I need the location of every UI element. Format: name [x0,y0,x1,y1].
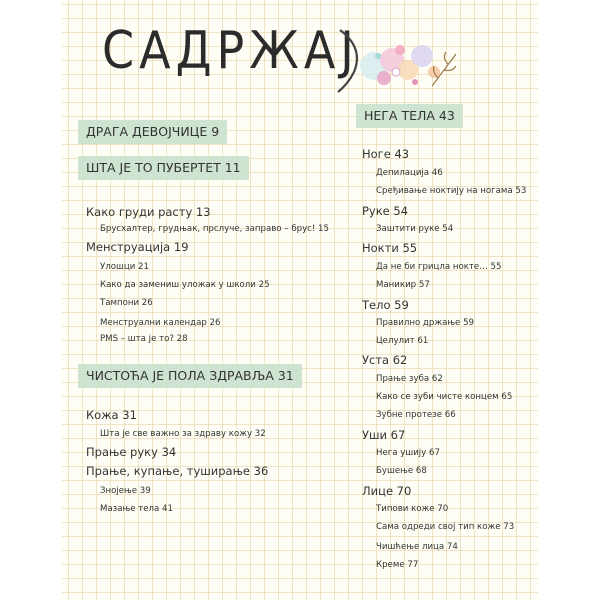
toc-subentry[interactable]: Креме 77 [376,560,419,570]
toc-subentry[interactable]: Типови коже 70 [376,504,449,514]
toc-entry[interactable]: Тело 59 [362,298,409,312]
toc-subentry[interactable]: Целулит 61 [376,336,429,346]
toc-entry[interactable]: Уста 62 [362,353,408,367]
toc-entry[interactable]: Нокти 55 [362,241,418,255]
section-banner-dear-girl[interactable]: ДРАГА ДЕВОЈЧИЦЕ 9 [78,120,227,144]
toc-subentry[interactable]: Сређивање ноктију на ногама 53 [376,186,527,196]
toc-subentry[interactable]: Правилно држање 59 [376,318,475,328]
toc-subentry[interactable]: Чишћење лица 74 [376,542,458,552]
toc-entry[interactable]: Руке 54 [362,204,409,218]
section-banner-hygiene[interactable]: ЧИСТОЋА ЈЕ ПОЛА ЗДРАВЉА 31 [78,364,302,388]
toc-subentry[interactable]: Маникир 57 [376,280,430,290]
toc-entry[interactable]: Како груди расту 13 [86,205,211,219]
toc-subentry[interactable]: Заштити руке 54 [376,224,454,234]
toc-subentry[interactable]: Брусхалтер, грудњак, прслуче, заправо – брус! 15 [100,224,329,234]
toc-entry[interactable]: Менструација 19 [86,240,189,254]
toc-subentry[interactable]: Тампони 26 [100,298,153,308]
toc-entry[interactable]: Ноге 43 [362,147,410,161]
toc-entry[interactable]: Прање, купање, туширање 36 [86,464,269,478]
toc-subentry[interactable]: Знојење 39 [100,486,151,496]
toc-subentry[interactable]: Улошци 21 [100,262,149,272]
toc-entry[interactable]: Кожа 31 [86,408,137,422]
toc-entry[interactable]: Прање руку 34 [86,445,177,459]
toc-subentry[interactable]: Шта је све важно за здраву кожу 32 [100,429,266,439]
toc-subentry[interactable]: Зубне протезе 66 [376,410,456,420]
page-title: САДРЖАЈ [102,20,359,81]
toc-subentry[interactable]: Да не би грицла нокте… 55 [376,262,502,272]
toc-subentry[interactable]: Мазање тела 41 [100,504,173,514]
toc-subentry[interactable]: Како да замениш уложак у школи 25 [100,280,270,290]
toc-subentry[interactable]: Менструални календар 26 [100,318,221,328]
section-banner-body-care[interactable]: НЕГА ТЕЛА 43 [356,104,463,128]
toc-subentry[interactable]: Како се зуби чисте концем 65 [376,392,513,402]
bubbles-decoration-icon [334,20,464,100]
toc-subentry[interactable]: Депилација 46 [376,168,443,178]
section-banner-puberty[interactable]: ШТА ЈЕ ТО ПУБЕРТЕТ 11 [78,156,249,180]
toc-subentry[interactable]: Прање зуба 62 [376,374,443,384]
toc-subentry[interactable]: PMS – шта је то? 28 [100,334,188,344]
toc-entry[interactable]: Уши 67 [362,428,406,442]
toc-subentry[interactable]: Бушење 68 [376,466,427,476]
toc-subentry[interactable]: Сама одреди свој тип коже 73 [376,522,515,532]
toc-entry[interactable]: Лице 70 [362,484,412,498]
title-bracket-icon [338,30,357,92]
toc-subentry[interactable]: Нега ушију 67 [376,448,440,458]
